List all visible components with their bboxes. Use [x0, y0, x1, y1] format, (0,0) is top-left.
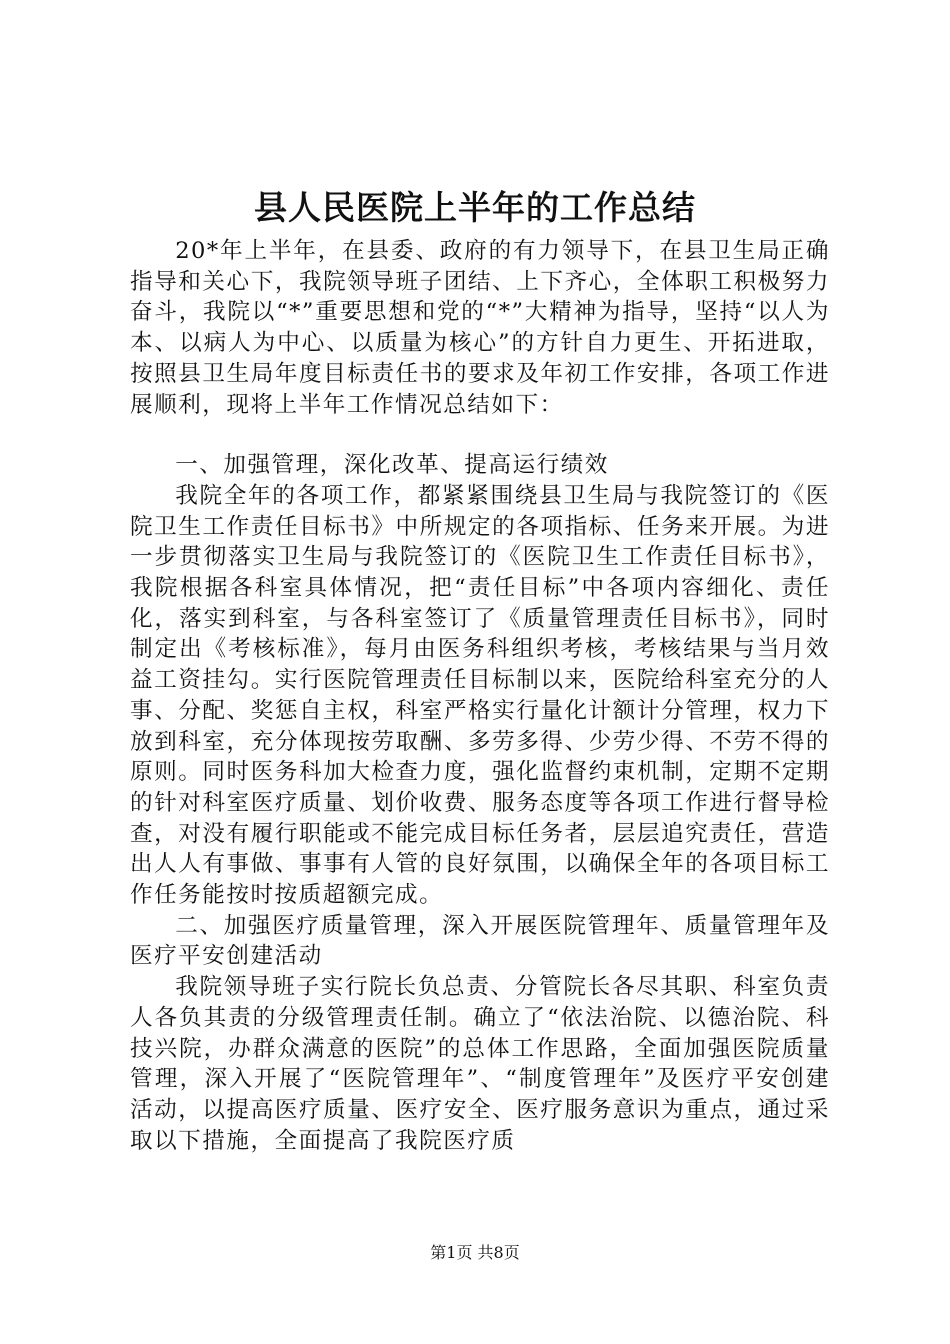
intro-paragraph: 20*年上半年，在县委、政府的有力领导下，在县卫生局正确指导和关心下，我院领导班子团结、上下齐心，全体职工积极努力奋斗，我院以“*”重要思想和党的“*”大精神为指导，坚持“以人为本、以病人为中心、以质量为核心”的方针自力更生、开拓进取，按照县卫生局年度目标责任书的要求及年初工作安排，各项工作进展顺利，现将上半年工作情况总结如下：: [130, 238, 830, 418]
paragraph-gap: [130, 420, 830, 450]
section-1-paragraph: 我院全年的各项工作，都紧紧围绕县卫生局与我院签订的《医院卫生工作责任目标书》中所规定的各项指标、任务来开展。为进一步贯彻落实卫生局与我院签订的《医院卫生工作责任目标书》，我院根据各科室具体情况，把“责任目标”中各项内容细化、责任化，落实到科室，与各科室签订了《质量管理责任目标书》，同时制定出《考核标准》，每月由医务科组织考核，考核结果与当月效益工资挂勾。实行医院管理责任目标制以来，医院给科室充分的人事、分配、奖惩自主权，科室严格实行量化计额计分管理，权力下放到科室，充分体现按劳取酬、多劳多得、少劳少得、不劳不得的原则。同时医务科加大检查力度，强化监督约束机制，定期不定期的针对科室医疗质量、划价收费、服务态度等各项工作进行督导检查，对没有履行职能或不能完成目标任务者，层层追究责任，营造出人人有事做、事事有人管的良好氛围，以确保全年的各项目标工作任务能按时按质超额完成。: [130, 482, 830, 909]
section-heading-2: 二、加强医疗质量管理，深入开展医院管理年、质量管理年及医疗平安创建活动: [130, 912, 830, 970]
section-2-paragraph: 我院领导班子实行院长负总责、分管院长各尽其职、科室负责人各负其责的分级管理责任制。确立了“依法治院、以德治院、科技兴院，办群众满意的医院”的总体工作思路，全面加强医院质量管理，深入开展了“医院管理年”、“制度管理年”及医疗平安创建活动，以提高医疗质量、医疗安全、医疗服务意识为重点，通过采取以下措施，全面提高了我院医疗质: [130, 974, 830, 1154]
document-title: 县人民医院上半年的工作总结: [254, 188, 696, 227]
document-body: [130, 236, 830, 1156]
section-heading-1: 一、加强管理，深化改革、提高运行绩效: [175, 452, 609, 479]
page-footer: 第1页 共8页: [430, 1243, 520, 1262]
